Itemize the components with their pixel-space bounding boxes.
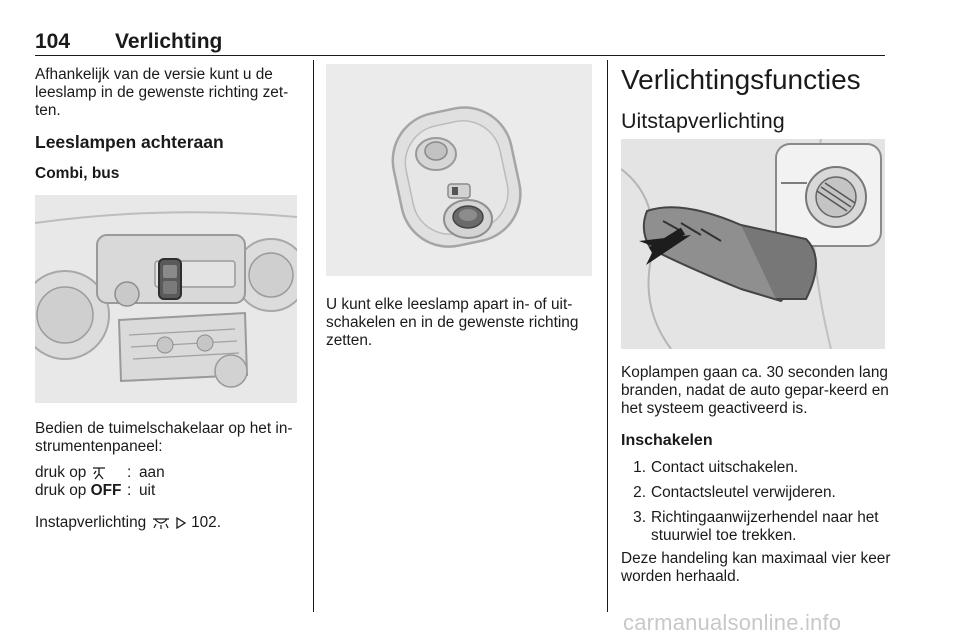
row-off-colon: : [127,482,132,499]
entry-lighting-icon [151,516,171,530]
page-reference-arrow-icon [175,516,187,530]
row-off-label: OFF [90,482,122,499]
step-number: 2. [633,484,646,501]
page-number: 104 [35,30,71,53]
intro-text: Afhankelijk van de versie kunt u de leeslamp in de gewenste richting zet-ten. [35,66,289,119]
steps-list [621,459,893,545]
row-on-value: aan [139,464,165,481]
turn-signal-lever-illustration [621,139,885,349]
row-off-prefix: druk op [35,482,87,499]
list-item [621,459,893,477]
reading-lamp-illustration [326,64,592,276]
switch-row-off [35,482,301,500]
row-off-value: uit [139,482,156,499]
turn-signal-lever-drawing [621,139,885,349]
list-item [621,509,893,545]
step-text: Contact uitschakelen. [651,459,799,476]
description-text: Koplampen gaan ca. 30 seconden lang branden, nadat de auto gepar-keerd en het systeem geactiveerd is. [621,364,889,417]
dashboard-switch-drawing [35,195,297,403]
column-divider-2 [607,60,608,612]
step-text: Richtingaanwijzerhendel naar het stuurwiel toe trekken. [651,509,879,544]
reading-lamp-drawing [326,64,592,276]
left-column-lower [35,420,301,532]
column-divider-1 [313,60,314,612]
row-on-colon: : [127,464,132,481]
row-on-prefix: druk op [35,464,87,481]
header-rule [35,55,885,56]
right-column-top [621,64,891,134]
note-text: Deze handeling kan maximaal vier keer worden herhaald. [621,550,891,585]
reading-lamp-icon [91,465,107,481]
step-number: 3. [633,509,646,526]
crossref-text: Instapverlichting [35,514,147,531]
subsection-heading: Combi, bus [35,165,120,182]
cross-reference [35,514,301,532]
step-text: Contactsleutel verwijderen. [651,484,836,501]
section-title: Verlichtingsfuncties [621,64,861,95]
inschakelen-heading: Inschakelen [621,432,713,449]
middle-column [326,296,598,350]
step-number: 1. [633,459,646,476]
reading-lamp-caption: U kunt elke leeslamp apart in- of uit-schakelen en in de gewenste richting zetten. [326,296,579,349]
switch-row-on [35,464,301,482]
instruction-text: Bedien de tuimelschakelaar op het in-strumentenpaneel: [35,420,293,455]
section-heading: Leeslampen achteraan [35,132,224,152]
crossref-page: 102. [191,514,222,531]
right-column-lower [621,364,893,586]
left-column [35,66,301,183]
watermark: carmanualsonline.info [623,610,842,635]
dashboard-switch-illustration [35,195,297,403]
page-title: Verlichting [115,30,223,53]
section-subtitle: Uitstapverlichting [621,109,785,133]
list-item [621,484,893,502]
